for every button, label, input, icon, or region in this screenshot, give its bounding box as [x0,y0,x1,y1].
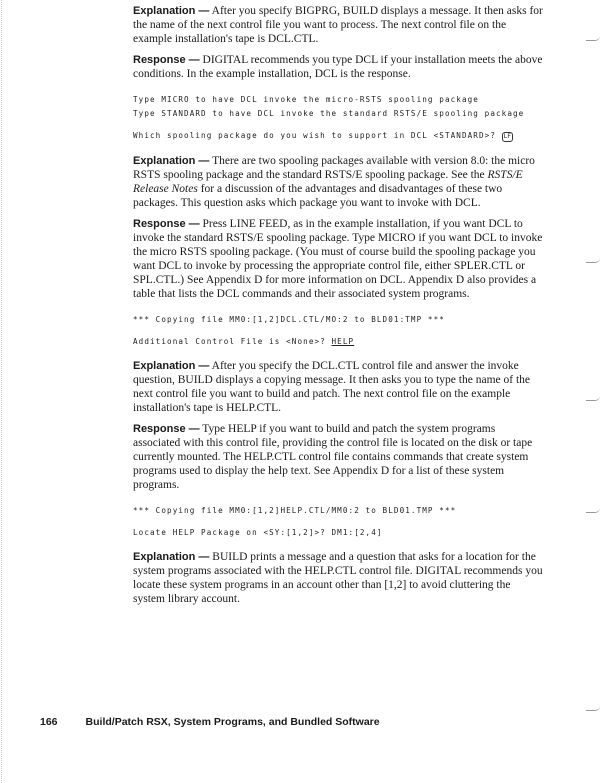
label: Response — [133,54,200,66]
paragraph-response-2 [133,217,545,301]
label: Response — [133,218,200,230]
text: for a discussion of the advantages and disadvantages of these two packages. This question asks which package you want to invoke with DCL. [133,183,503,209]
text: DIGITAL recommends you type DCL if your installation meets the above conditions. In the example installation, DCL is the response. [133,54,543,80]
margin-mark [586,258,600,263]
paragraph-explanation-1 [133,4,545,46]
text: BUILD prints a message and a question that asks for a location for the system programs associated with the HELP.CTL control file. DIGITAL recommends you locate these system programs in an account other than [1,2] to avoid cluttering the system library account. [133,551,543,605]
line-feed-key-icon: LF [503,133,511,140]
code-line: *** Copying file MM0:[1,2]DCL.CTL/MO:2 to BLD01:TMP *** [133,315,445,324]
label: Explanation — [133,551,210,563]
user-input: HELP [331,337,355,346]
prompt: Locate HELP Package on <SY:[1,2]>? [133,528,332,537]
text: After you specify the DCL.CTL control file and answer the invoke question, BUILD displays a copying message. It then asks you to type the name of the next control file you want to build and patch. The next control file on the example installation's tape is HELP.CTL. [133,360,530,414]
page-footer [40,716,408,728]
page-edge [1,0,2,783]
text: There are two spooling packages available with version 8.0: the micro RSTS spooling package and the standard RSTS/E spooling package. See the [133,155,535,181]
code-line: Type MICRO to have DCL invoke the micro-RSTS spooling package [133,95,479,104]
paragraph-response-3 [133,422,545,492]
paragraph-explanation-4 [133,550,545,606]
margin-mark [586,508,600,513]
label: Explanation — [133,155,210,167]
prompt: Which spooling package do you wish to support in DCL <STANDARD>? [133,131,502,140]
page-body [133,4,545,613]
paragraph-response-1 [133,53,545,81]
code-line: Type STANDARD to have DCL invoke the standard RSTS/E spooling package [133,109,525,118]
code-line: *** Copying file MM0:[1,2]HELP.CTL/MM0:2 to BLD01.TMP *** [133,506,457,515]
footer-title: Build/Patch RSX, System Programs, and Bundled Software [85,716,380,728]
label: Response — [133,423,200,435]
code-line [133,131,545,142]
code-line [133,337,545,347]
prompt: Additional Control File is <None>? [133,337,332,346]
text: After you specify BIGPRG, BUILD displays a message. It then asks for the name of the next control file you want to process. The next control file on the example installation's tape is DCL.CTL. [133,5,543,45]
paragraph-explanation-2 [133,154,545,210]
label: Explanation — [133,360,210,372]
code-line [133,528,545,538]
margin-mark [586,706,600,711]
release-notes-title: RSTS/E Release Notes [133,169,523,195]
page-number: 166 [40,716,58,728]
user-input: DM1:[2,4] [331,528,383,537]
paragraph-explanation-3 [133,359,545,415]
margin-mark [586,396,600,401]
text: Type HELP if you want to build and patch the system programs associated with this control file, providing the control file is located on the disk or tape currently mounted. The HELP.CTL control file contains commands that create system programs used to display the help text. See Appendix D for a list of these system programs. [133,423,533,491]
margin-mark [586,36,600,41]
text: Press LINE FEED, as in the example installation, if you want DCL to invoke the standard RSTS/E spooling package. Type MICRO if you want DCL to invoke the micro RSTS spooling package. (You must of course build the spooling package you want DCL to invoke by processing the appropriate control file, either SPLER.CTL or SPL.CTL.) See Appendix D for more information on DCL. Appendix D also provides a table that lists the DCL commands and their associated system programs. [133,218,543,300]
label: Explanation — [133,5,210,17]
